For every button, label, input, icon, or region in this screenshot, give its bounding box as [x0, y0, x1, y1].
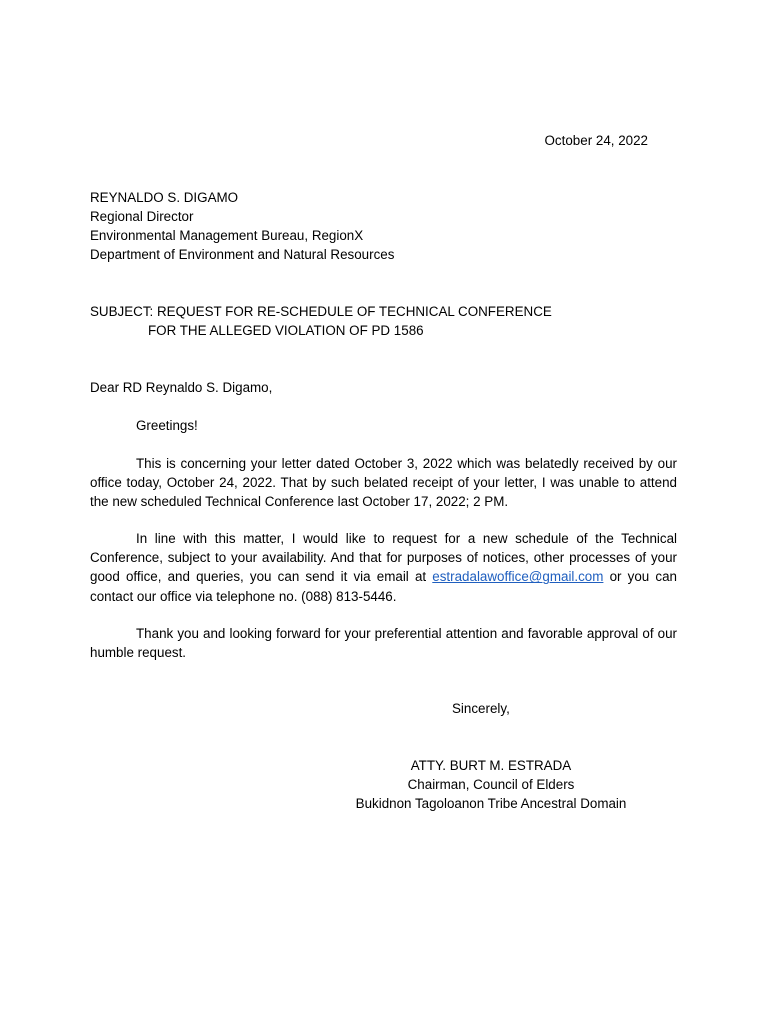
- body-paragraph-2: [90, 529, 677, 606]
- letter-date: October 24, 2022: [544, 133, 648, 148]
- subject-line-2: FOR THE ALLEGED VIOLATION OF PD 1586: [148, 323, 424, 338]
- recipient-department: Department of Environment and Natural Resources: [90, 247, 395, 262]
- recipient-name: REYNALDO S. DIGAMO: [90, 190, 239, 205]
- recipient-office: Environmental Management Bureau, RegionX: [90, 228, 364, 243]
- signatory-name: ATTY. BURT M. ESTRADA: [410, 758, 572, 773]
- signatory-organization: Bukidnon Tagoloanon Tribe Ancestral Domain: [355, 796, 627, 811]
- signatory-position: Chairman, Council of Elders: [407, 777, 575, 792]
- closing: Sincerely,: [452, 701, 510, 716]
- body-paragraph-1: This is concerning your letter dated October 3, 2022 which was belatedly received by our office today, October 24, 2022. That by such belated receipt of your letter, I was unable to attend the new scheduled Technical Conference last October 17, 2022; 2 PM.: [90, 456, 677, 510]
- body-paragraph-2-text-end: or you can contact our office via telephone no. (088) 813-5446.: [90, 569, 678, 604]
- salutation: Dear RD Reynaldo S. Digamo,: [90, 380, 273, 395]
- email-link[interactable]: estradalawoffice@gmail.com: [432, 569, 604, 585]
- recipient-title: Regional Director: [90, 209, 194, 224]
- body-paragraph-3: Thank you and looking forward for your preferential attention and favorable approval of our humble request.: [90, 626, 677, 661]
- greeting: Greetings!: [136, 418, 198, 433]
- body-paragraph-2-text-start: In line with this matter, I would like to request for a new schedule of the Technical Conference, subject to your availability. And that for purposes of notices, other processes of your good office, and queries, you can send it via email at: [90, 531, 677, 585]
- subject-line-1: SUBJECT: REQUEST FOR RE-SCHEDULE OF TECHNICAL CONFERENCE: [90, 304, 552, 319]
